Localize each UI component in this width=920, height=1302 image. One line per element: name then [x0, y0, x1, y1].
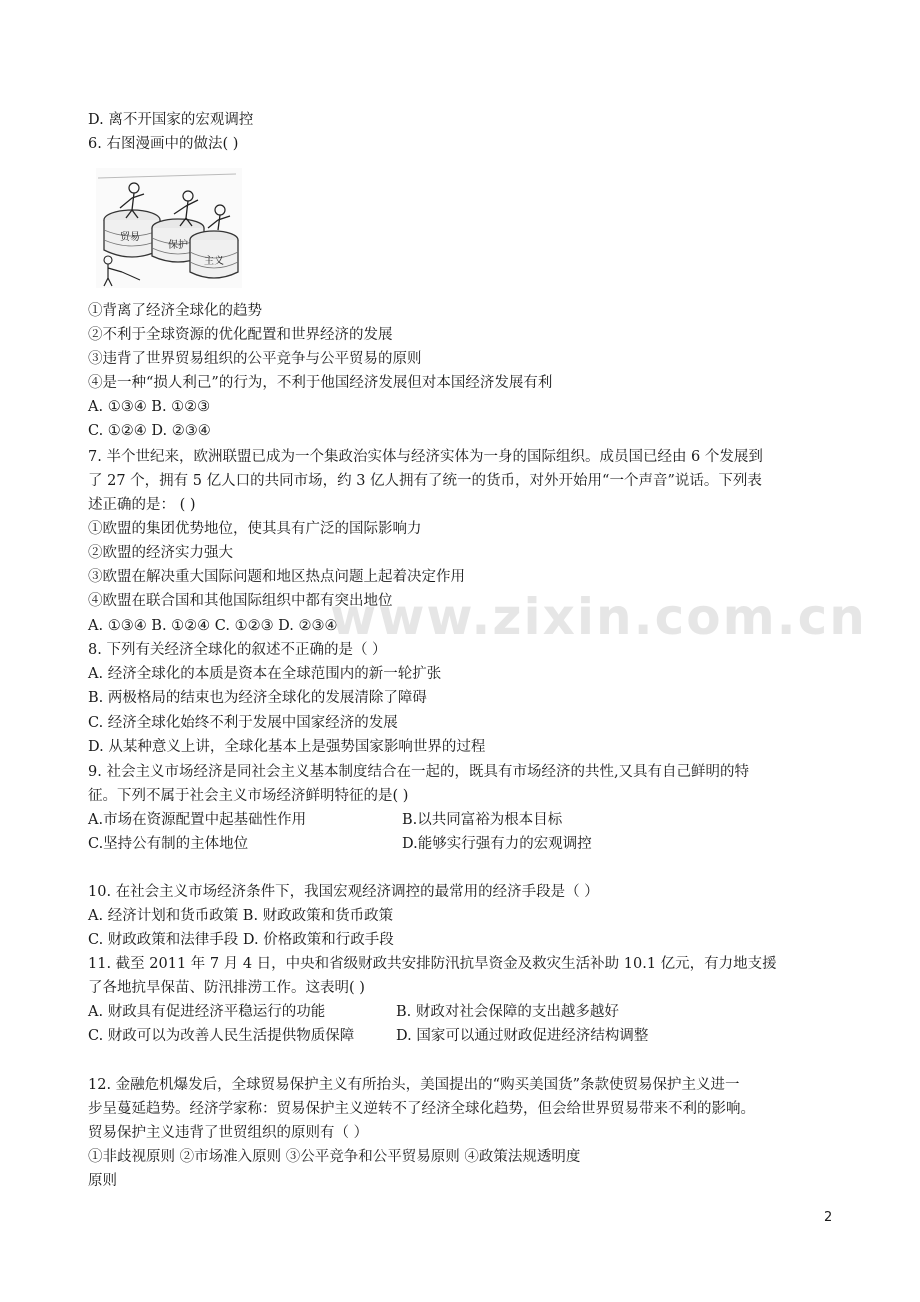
answer-choices: A. 经济计划和货币政策 B. 财政政策和货币政策 [88, 908, 394, 924]
answer-choice: B.以共同富裕为根本目标 [402, 812, 563, 828]
answer-choice: A. 财政具有促进经济平稳运行的功能 [88, 1004, 326, 1020]
answer-choice: A.市场在资源配置中起基础性作用 [88, 812, 307, 828]
question-11-stem: 了各地抗旱保苗、防汛排涝工作。这表明( ) [88, 980, 365, 996]
watermark: www.zixin.com.cn [330, 588, 867, 646]
option-statement: ②不利于全球资源的优化配置和世界经济的发展 [88, 327, 393, 343]
question-6-stem: 6. 右图漫画中的做法( ) [88, 136, 239, 152]
option-statement: ③违背了世界贸易组织的公平竞争与公平贸易的原则 [88, 351, 422, 367]
answer-choices: A. ①③④ B. ①②④ C. ①②③ D. ②③④ [88, 618, 338, 634]
question-11-stem: 11. 截至 2011 年 7 月 4 日，中央和省级财政共安排防汛抗旱资金及救灾生活补助 10.1 亿元，有力地支援 [88, 956, 777, 972]
option-statement: ④欧盟在联合国和其他国际组织中都有突出地位 [88, 593, 393, 609]
question-12-stem: 贸易保护主义违背了世贸组织的原则有（ ） [88, 1125, 369, 1141]
answer-choice: C. 经济全球化始终不利于发展中国家经济的发展 [88, 715, 398, 731]
answer-choices: C. ①②④ D. ②③④ [88, 423, 211, 439]
page-number: 2 [824, 1210, 833, 1225]
answer-choice: C.坚持公有制的主体地位 [88, 836, 249, 852]
option-statement: ①非歧视原则 ②市场准入原则 ③公平竞争和公平贸易原则 ④政策法规透明度 [88, 1149, 581, 1165]
question-9-stem: 9. 社会主义市场经济是同社会主义基本制度结合在一起的，既具有市场经济的共性,又具有自己鲜明的特 [88, 764, 750, 780]
answer-choice: B. 财政对社会保障的支出越多越好 [396, 1004, 619, 1020]
question-7-stem: 7. 半个世纪来，欧洲联盟已成为一个集政治实体与经济实体为一身的国际组织。成员国已经由 6 个发展到 [88, 449, 763, 465]
answer-choice: D. 从某种意义上讲，全球化基本上是强势国家影响世界的过程 [88, 739, 486, 755]
option-statement: ②欧盟的经济实力强大 [88, 545, 233, 561]
answer-choice: C. 财政可以为改善人民生活提供物质保障 [88, 1028, 355, 1044]
answer-choices: A. ①③④ B. ①②③ [88, 399, 211, 415]
question-12-stem: 12. 金融危机爆发后，全球贸易保护主义有所抬头，美国提出的“购买美国货”条款使贸易保护主义进一 [88, 1077, 740, 1093]
question-7-stem: 了 27 个，拥有 5 亿人口的共同市场，约 3 亿人拥有了统一的货币，对外开始用“一个声音”说话。下列表 [88, 473, 762, 489]
question-10-stem: 10. 在社会主义市场经济条件下，我国宏观经济调控的最常用的经济手段是（ ） [88, 884, 599, 900]
answer-choice: D.能够实行强有力的宏观调控 [402, 836, 592, 852]
answer-row [88, 1003, 832, 1021]
option-statement: ①背离了经济全球化的趋势 [88, 303, 262, 319]
answer-row [88, 811, 832, 829]
cartoon-label-trade: 贸易 [120, 232, 140, 243]
answer-choice: B. 两极格局的结束也为经济全球化的发展清除了障碍 [88, 690, 427, 706]
question-8-stem: 8. 下列有关经济全球化的叙述不正确的是（ ） [88, 642, 387, 658]
option-statement: 原则 [88, 1173, 117, 1189]
answer-row [88, 1027, 832, 1045]
option-statement: ④是一种“损人利己”的行为，不利于他国经济发展但对本国经济发展有利 [88, 375, 553, 391]
answer-choices: C. 财政政策和法律手段 D. 价格政策和行政手段 [88, 932, 394, 948]
answer-row [88, 835, 832, 853]
question-12-stem: 步呈蔓延趋势。经济学家称：贸易保护主义逆转不了经济全球化趋势，但会给世界贸易带来不利的影响。 [88, 1101, 755, 1117]
answer-choice: A. 经济全球化的本质是资本在全球范围内的新一轮扩张 [88, 666, 442, 682]
answer-choice: D. 国家可以通过财政促进经济结构调整 [396, 1028, 649, 1044]
option-statement: ①欧盟的集团优势地位，使其具有广泛的国际影响力 [88, 521, 422, 537]
cartoon-label-ism: 主义 [204, 256, 224, 267]
question-7-stem: 述正确的是： ( ) [88, 497, 196, 513]
question-9-stem: 征。下列不属于社会主义市场经济鲜明特征的是( ) [88, 788, 409, 804]
option-statement: ③欧盟在解决重大国际问题和地区热点问题上起着决定作用 [88, 569, 465, 585]
cartoon-label-protection: 保护 [168, 240, 188, 251]
trade-protectionism-cartoon [96, 168, 242, 288]
text-line: D. 离不开国家的宏观调控 [88, 112, 254, 128]
